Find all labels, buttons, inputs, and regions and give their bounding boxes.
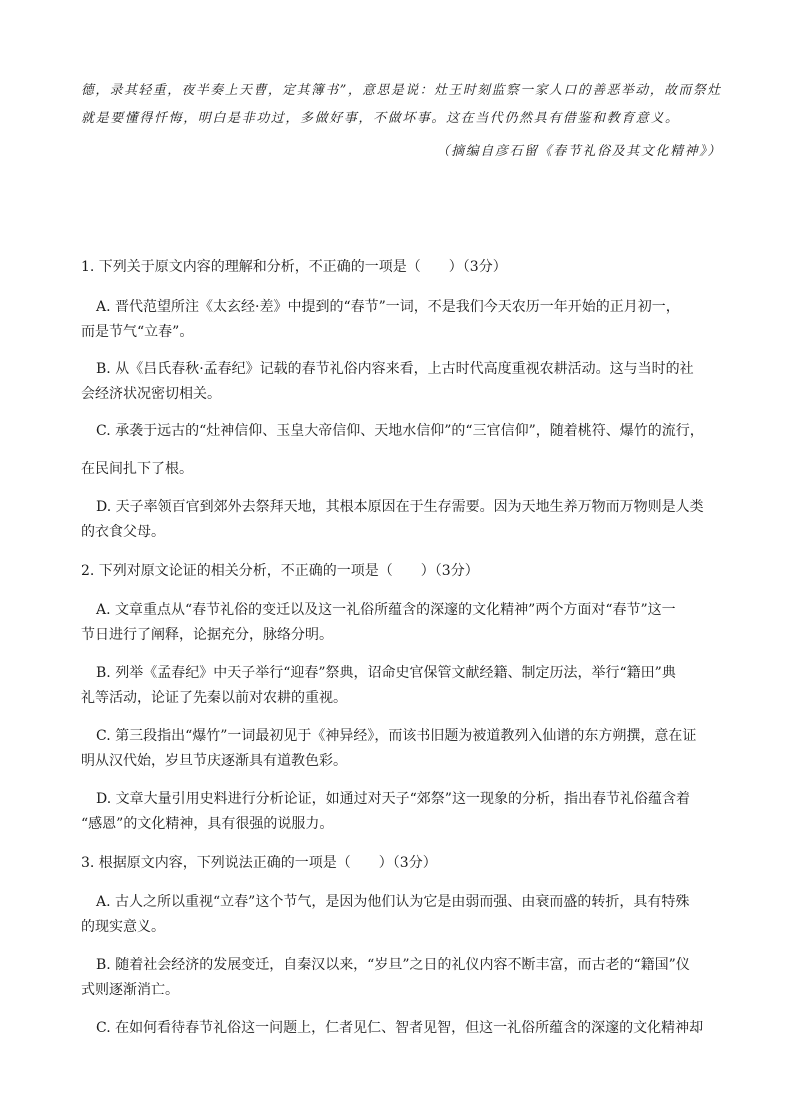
option-line: 的现实意义。 bbox=[81, 919, 165, 935]
option-line: 式则逐渐消亡。 bbox=[81, 982, 179, 998]
option-line: A. 古人之所以重视“立春”这个节气，是因为他们认为它是由弱而强、由衰而盛的转折，具有特殊 bbox=[96, 894, 690, 910]
option-line: D. 天子率领百官到郊外去祭拜天地，其根本原因在于生存需要。因为天地生养万物而万物则是人类 bbox=[96, 499, 704, 515]
option-line: 在民间扎下了根。 bbox=[81, 461, 193, 477]
option-line: 而是节气“立春”。 bbox=[81, 324, 194, 340]
passage-source: （摘编自彦石留《春节礼俗及其文化精神》） bbox=[436, 144, 722, 159]
option-line: 节日进行了阐释，论据充分，脉络分明。 bbox=[81, 627, 333, 643]
option-line: C. 在如何看待春节礼俗这一问题上，仁者见仁、智者见智，但这一礼俗所蕴含的深邃的文化精神却 bbox=[96, 1020, 704, 1036]
option-line: D. 文章大量引用史料进行分析论证，如通过对天子“郊祭”这一现象的分析，指出春节礼俗蕴含着 bbox=[96, 791, 690, 807]
option-line: C. 第三段指出“爆竹”一词最初见于《神异经》，而该书旧题为被道教列入仙谱的东方朔撰，意在证 bbox=[96, 728, 697, 744]
option-line: B. 随着社会经济的发展变迁，自秦汉以来，“岁旦”之日的礼仪内容不断丰富，而古老的“籍国”仪 bbox=[96, 957, 690, 973]
question-stem: 3. 根据原文内容，下列说法正确的一项是（ ）（3分） bbox=[81, 855, 437, 871]
option-line: B. 从《吕氏春秋·孟春纪》记载的春节礼俗内容来看，上古时代高度重视农耕活动。这与当时的社 bbox=[96, 361, 694, 377]
option-line: A. 文章重点从“春节礼俗的变迁以及这一礼俗所蕴含的深邃的文化精神”两个方面对“春节”这一 bbox=[96, 602, 676, 618]
option-line: “感恩”的文化精神，具有很强的说服力。 bbox=[81, 816, 334, 832]
passage-line: 就是要懂得忏悔，明白是非功过，多做好事，不做坏事。这在当代仍然具有借鉴和教育意义。 bbox=[81, 111, 680, 126]
option-line: 礼等活动，论证了先秦以前对农耕的重视。 bbox=[81, 690, 347, 706]
option-line: A. 晋代范望所注《太玄经·差》中提到的“春节”一词，不是我们今天农历一年开始的正月初一， bbox=[96, 299, 680, 315]
option-line: B. 列举《孟春纪》中天子举行“迎春”祭典，诏命史官保管文献经籍、制定历法，举行“籍田”典 bbox=[96, 665, 676, 681]
option-line: 的衣食父母。 bbox=[81, 524, 165, 540]
option-line: C. 承袭于远古的“灶神信仰、玉皇大帝信仰、天地水信仰”的“三官信仰”，随着桃符、爆竹的流行， bbox=[96, 423, 704, 439]
question-stem: 1. 下列关于原文内容的理解和分析，不正确的一项是（ ）（3分） bbox=[81, 259, 507, 275]
question-stem: 2. 下列对原文论证的相关分析，不正确的一项是（ ）（3分） bbox=[81, 563, 479, 579]
passage-line: 德，录其轻重，夜半奏上天曹，定其簿书”，意思是说：灶王时刻监察一家人口的善恶举动，故而祭灶 bbox=[81, 83, 722, 98]
option-line: 明从汉代始，岁旦节庆逐渐具有道教色彩。 bbox=[81, 753, 347, 769]
option-line: 会经济状况密切相关。 bbox=[81, 386, 221, 402]
